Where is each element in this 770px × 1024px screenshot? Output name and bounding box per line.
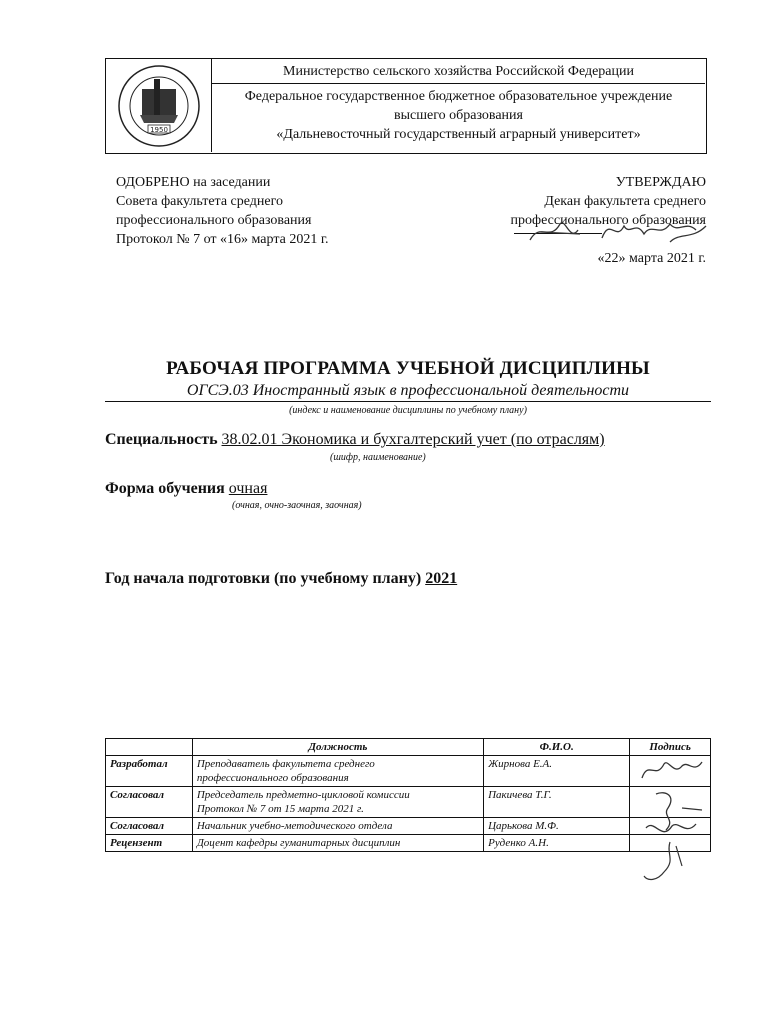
table-row: Согласовал Начальник учебно-методического отдела Царькова М.Ф. [106, 818, 711, 835]
table-row: Рецензент Доцент кафедры гуманитарных дисциплин Руденко А.Н. [106, 835, 711, 852]
university-seal-icon [114, 63, 204, 149]
specialty: Специальность 38.02.01 Экономика и бухгалтерский учет (по отраслям) [105, 431, 605, 448]
dean-signature [520, 212, 710, 252]
header-position: Должность [192, 739, 483, 756]
discipline-name: ОГСЭ.03 Иностранный язык в профессиональной деятельности [105, 382, 711, 402]
table-row: Разработал Преподаватель факультета среднего профессионального образования Жирнова Е.А. [106, 756, 711, 787]
document-title: РАБОЧАЯ ПРОГРАММА УЧЕБНОЙ ДИСЦИПЛИНЫ [166, 358, 650, 379]
header-name: Ф.И.О. [484, 739, 630, 756]
discipline-note: (индекс и наименование дисциплины по учебному плану) [289, 405, 527, 416]
study-form-value: очная [228, 480, 268, 497]
svg-text:1950: 1950 [150, 126, 168, 134]
specialty-note: (шифр, наименование) [330, 452, 426, 463]
document-header [105, 58, 707, 154]
signatures-table [105, 738, 711, 852]
institution-name: Федеральное государственное бюджетное образовательное учреждение высшего образования «Дальневосточный государственный аграрный университет» [244, 89, 673, 142]
study-form-note: (очная, очно-заочная, заочная) [232, 500, 362, 511]
start-year-value: 2021 [425, 570, 458, 587]
university-logo [106, 59, 212, 152]
table-row: Согласовал Председатель предметно-цикловой комиссии Протокол № 7 от 15 марта 2021 г. Пакичева Т.Г. [106, 787, 711, 818]
approval-block: УТВЕРЖДАЮ Декан факультета среднего профессионального образования «22» марта 2021 г. [510, 175, 706, 266]
table-header-row [106, 739, 711, 756]
start-year: Год начала подготовки (по учебному плану) 2021 [105, 570, 458, 587]
approved-block: ОДОБРЕНО на заседании Совета факультета среднего профессионального образования Протокол № 7 от «16» марта 2021 г. [116, 175, 329, 247]
ministry-name: Министерство сельского хозяйства Российской Федерации [212, 59, 705, 84]
study-form: Форма обучения очная [105, 480, 268, 497]
specialty-value: 38.02.01 Экономика и бухгалтерский учет (по отраслям) [221, 431, 605, 448]
handwritten-signatures [636, 750, 710, 890]
header-signature: Подпись [630, 739, 711, 756]
